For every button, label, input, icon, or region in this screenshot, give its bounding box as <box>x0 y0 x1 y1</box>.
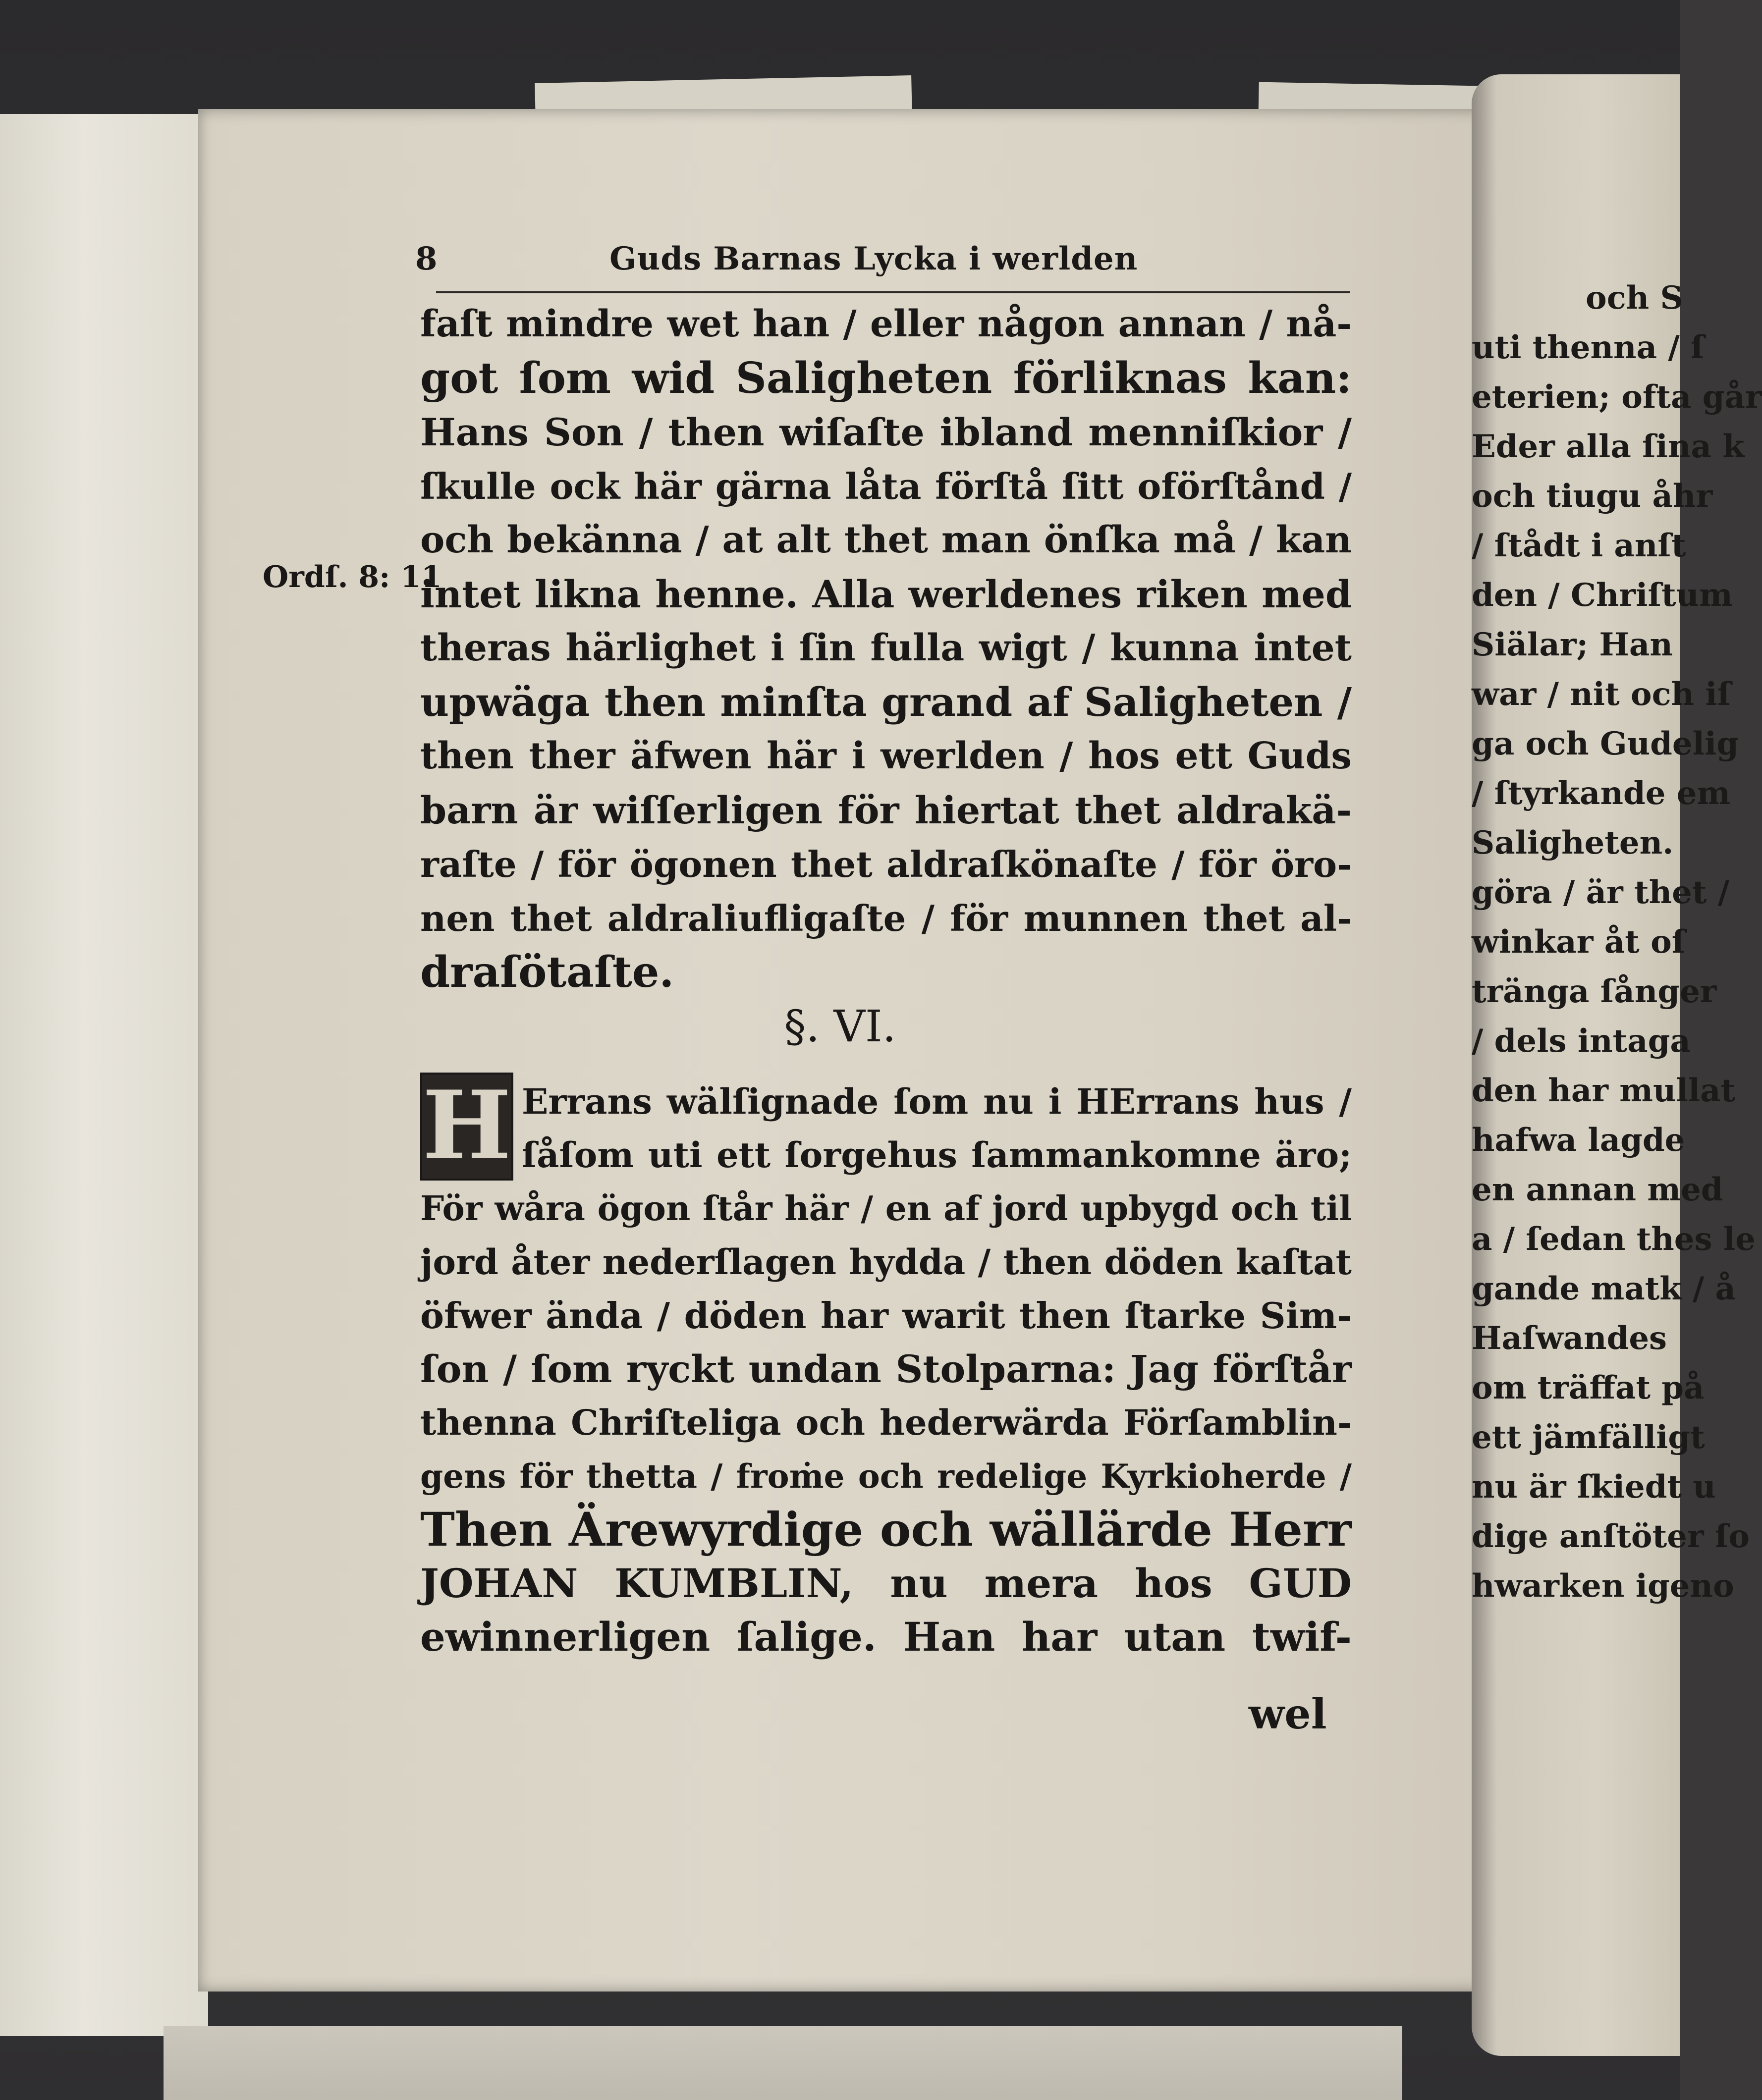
facing-page <box>1472 74 1762 2056</box>
text-line: nen thet aldraliufligaſte / för munnen thet al- <box>420 897 1352 939</box>
paragraph-2 <box>420 1075 1352 1664</box>
text-line: upwäga then minſta grand af Saligheten / <box>420 679 1352 725</box>
paragraph-1 <box>420 297 1352 999</box>
facing-line: nu är ſkiedt u <box>1472 1468 1716 1506</box>
facing-line: / dels intaga <box>1472 1023 1691 1060</box>
drop-cap: H <box>420 1073 513 1181</box>
margin-reference: Ordſ. 8: 11 <box>263 560 442 594</box>
section-heading: §. VI. <box>784 1001 896 1052</box>
facing-line: göra / är thet / <box>1472 874 1730 911</box>
left-page-edge <box>0 114 208 2036</box>
facing-header: och S <box>1586 279 1683 317</box>
text-line: För wåra ögon ſtår här / en af jord upbygd och til <box>420 1189 1352 1229</box>
facing-line: ett jämfälligt <box>1472 1419 1705 1456</box>
facing-line: och tiugu åhr <box>1472 478 1713 515</box>
text-line: ſkulle ock här gärna låta förſtå ſitt oförſtånd / <box>420 465 1352 507</box>
running-title: Guds Barnas Lycka i werlden <box>609 240 1138 277</box>
text-line: och bekänna / at alt thet man önſka må / kan <box>420 519 1352 561</box>
text-line: raſte / för ögonen thet aldraſkönaſte / för öro- <box>420 843 1352 885</box>
text-line: theras härlighet i ſin fulla wigt / kunna intet <box>420 627 1352 669</box>
text-line: öfwer ända / döden har warit then ſtarke Sim- <box>420 1294 1352 1337</box>
text-line: barn är wiſſerligen för hiertat thet aldrakä- <box>420 788 1352 832</box>
facing-line: a / ſedan thes le <box>1472 1221 1756 1258</box>
facing-line: eterien; ofta går <box>1472 378 1762 416</box>
catchword: wel <box>1249 1689 1327 1738</box>
text-line: ſon / ſom ryckt undan Stolparna: Jag förſtår <box>420 1347 1352 1391</box>
text-line: got ſom wid Saligheten förliknas kan: <box>420 353 1352 403</box>
page-number: 8 <box>415 240 438 277</box>
facing-line: hafwa lagde <box>1472 1122 1685 1159</box>
page-header <box>411 235 1353 285</box>
facing-line: Saligheten. <box>1472 824 1674 862</box>
text-line: faſt mindre wet han / eller någon annan / nå- <box>420 303 1352 345</box>
text-line: JOHAN KUMBLIN, nu mera hos GUD <box>420 1560 1352 1607</box>
facing-line: gande matk / å <box>1472 1270 1736 1307</box>
facing-line: en annan med <box>1472 1171 1723 1208</box>
facing-line: tränga ſånger <box>1472 973 1717 1010</box>
text-line: ſåſom uti ett ſorgehus ſammankomne äro; <box>522 1134 1352 1176</box>
text-line: Errans wälſignade ſom nu i HErrans hus / <box>522 1081 1352 1122</box>
text-line: gens för thetta / froṁe och redelige Kyrkioherde / <box>420 1457 1352 1496</box>
facing-line: / ſtyrkande em <box>1472 775 1731 812</box>
facing-line: war / nit och iſ <box>1472 676 1731 713</box>
facing-line: den / Chriſtum <box>1472 577 1733 614</box>
facing-line: hwarken igeno <box>1472 1567 1734 1605</box>
text-line: draſötaſte. <box>420 947 674 997</box>
facing-line: / ſtådt i anſt <box>1472 527 1686 564</box>
facing-line: winkar åt oſ <box>1472 923 1686 961</box>
text-line: ewinnerligen ſalige. Han har utan twif- <box>420 1614 1352 1660</box>
header-rule <box>436 291 1350 293</box>
facing-line: Eder alla ſina k <box>1472 428 1745 465</box>
lower-page-edge <box>164 2026 1402 2100</box>
text-line: intet likna henne. Alla werldenes riken med <box>420 572 1352 616</box>
text-line: then ther äfwen här i werlden / hos ett Guds <box>420 735 1352 777</box>
facing-line: ga och Gudelig <box>1472 725 1739 762</box>
text-line: jord åter nederſlagen hydda / then döden kaſtat <box>420 1241 1352 1283</box>
facing-line: Siälar; Han <box>1472 626 1673 663</box>
text-line: Hans Son / then wiſaſte ibland menniſkior / <box>420 410 1352 454</box>
facing-line: Haſwandes <box>1472 1320 1667 1357</box>
facing-line: uti thenna / ſ <box>1472 329 1705 366</box>
text-line: thenna Chriſteliga och hederwärda Förſamblin- <box>420 1402 1352 1443</box>
facing-line: om träffat på <box>1472 1369 1705 1406</box>
text-line: Then Ärewyrdige och wällärde Herr <box>420 1503 1352 1557</box>
facing-line: dige anſtöter ſo <box>1472 1518 1750 1555</box>
facing-line: den har mullat <box>1472 1072 1736 1109</box>
